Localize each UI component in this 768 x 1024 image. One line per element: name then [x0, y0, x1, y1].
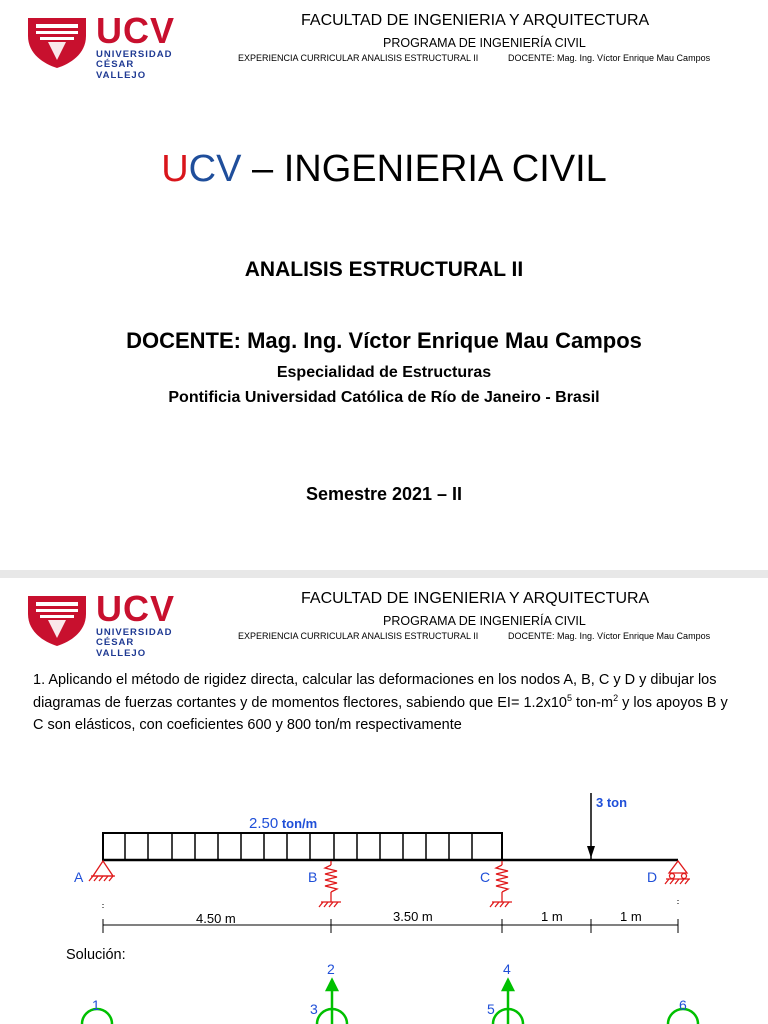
semester: Semestre 2021 – II — [305, 484, 463, 504]
dof-label-2: 2 — [327, 961, 335, 977]
solution-label: Solución: — [66, 947, 126, 963]
point-load-arrowhead — [587, 846, 595, 858]
slide-title — [0, 148, 768, 191]
load-unit: ton/m — [278, 816, 318, 831]
ucv-logo — [26, 10, 186, 81]
header-program: PROGRAMA DE INGENIERÍA CIVIL — [383, 36, 586, 50]
dof-labels — [92, 961, 687, 1017]
node-c-label: C — [480, 869, 491, 885]
exponent-2: 2 — [613, 692, 619, 703]
load-label — [249, 815, 317, 832]
header-program: PROGRAMA DE INGENIERÍA CIVIL — [383, 614, 586, 628]
dof-label-1: 1 — [92, 997, 100, 1013]
title-u: U — [161, 148, 189, 190]
header-experience: EXPERIENCIA CURRICULAR ANALISIS ESTRUCTURAL II — [238, 631, 479, 641]
problem-slide — [0, 578, 768, 1024]
support-c-spring-icon — [490, 861, 512, 907]
ucv-shield-icon — [26, 14, 90, 68]
logo-cesar-vallejo-text: CÉSAR VALLEJO — [96, 637, 147, 659]
node-b-label: B — [308, 869, 318, 885]
header-faculty: FACULTAD DE INGENIERIA Y ARQUITECTURA — [301, 12, 650, 29]
span-2-label: 3.50 m — [393, 909, 433, 924]
dimension-line — [103, 900, 678, 933]
specialty: Especialidad de Estructuras — [276, 364, 492, 381]
dof-label-3: 3 — [310, 1001, 318, 1017]
problem-text-2: ton-m — [572, 694, 614, 711]
course-name: ANALISIS ESTRUCTURAL II — [244, 258, 524, 281]
title-cv: CV — [188, 148, 242, 190]
university: Pontificia Universidad Católica de Río de Janeiro - Brasil — [168, 389, 600, 406]
node-a-label: A — [74, 869, 84, 885]
logo-universidad-text: UNIVERSIDAD — [96, 49, 173, 60]
logo-universidad-text: UNIVERSIDAD — [96, 627, 173, 638]
header-faculty: FACULTAD DE INGENIERIA Y ARQUITECTURA — [301, 590, 650, 607]
exponent-5: 5 — [567, 692, 573, 703]
dof-label-4: 4 — [503, 961, 511, 977]
dof-markers — [82, 980, 698, 1024]
distributed-load-box — [103, 833, 502, 860]
span-4-label: 1 m — [620, 909, 642, 924]
support-b-spring-icon — [319, 861, 341, 907]
dof-label-5: 5 — [487, 1001, 495, 1017]
span-3-label: 1 m — [541, 909, 563, 924]
logo-ucv-text: UCV — [96, 10, 176, 51]
header-docente: DOCENTE: Mag. Ing. Víctor Enrique Mau Campos — [508, 631, 711, 641]
support-d-roller-icon — [665, 861, 690, 884]
slide-divider — [0, 570, 768, 578]
node-d-label: D — [647, 869, 658, 885]
point-load-label: 3 ton — [596, 795, 628, 810]
span-1-label: 4.50 m — [196, 911, 236, 926]
dof-label-6: 6 — [679, 997, 687, 1013]
docente-name: DOCENTE: Mag. Ing. Víctor Enrique Mau Campos — [126, 328, 642, 353]
problem-text-3: y los apoyos B y C son elásticos, con coeficientes 600 y 800 ton/m respectivamente — [33, 694, 728, 733]
load-value: 2.50 — [249, 815, 279, 832]
logo-ucv-text: UCV — [96, 588, 176, 629]
logo-cesar-vallejo-text: CÉSAR VALLEJO — [96, 59, 147, 81]
title-rest: – INGENIERIA CIVIL — [241, 148, 607, 190]
support-a-pin-icon — [89, 861, 115, 881]
header-experience: EXPERIENCIA CURRICULAR ANALISIS ESTRUCTURAL II — [238, 53, 479, 63]
load-arrows — [125, 833, 472, 860]
header-docente: DOCENTE: Mag. Ing. Víctor Enrique Mau Campos — [508, 53, 711, 63]
problem-text-1: 1. Aplicando el método de rigidez directa, calcular las deformaciones en los nodos A, B, C y D y dibujar los diagramas de fuerzas cortantes y de momentos flectores, sabiendo que EI= 1.2x10 — [33, 672, 717, 711]
